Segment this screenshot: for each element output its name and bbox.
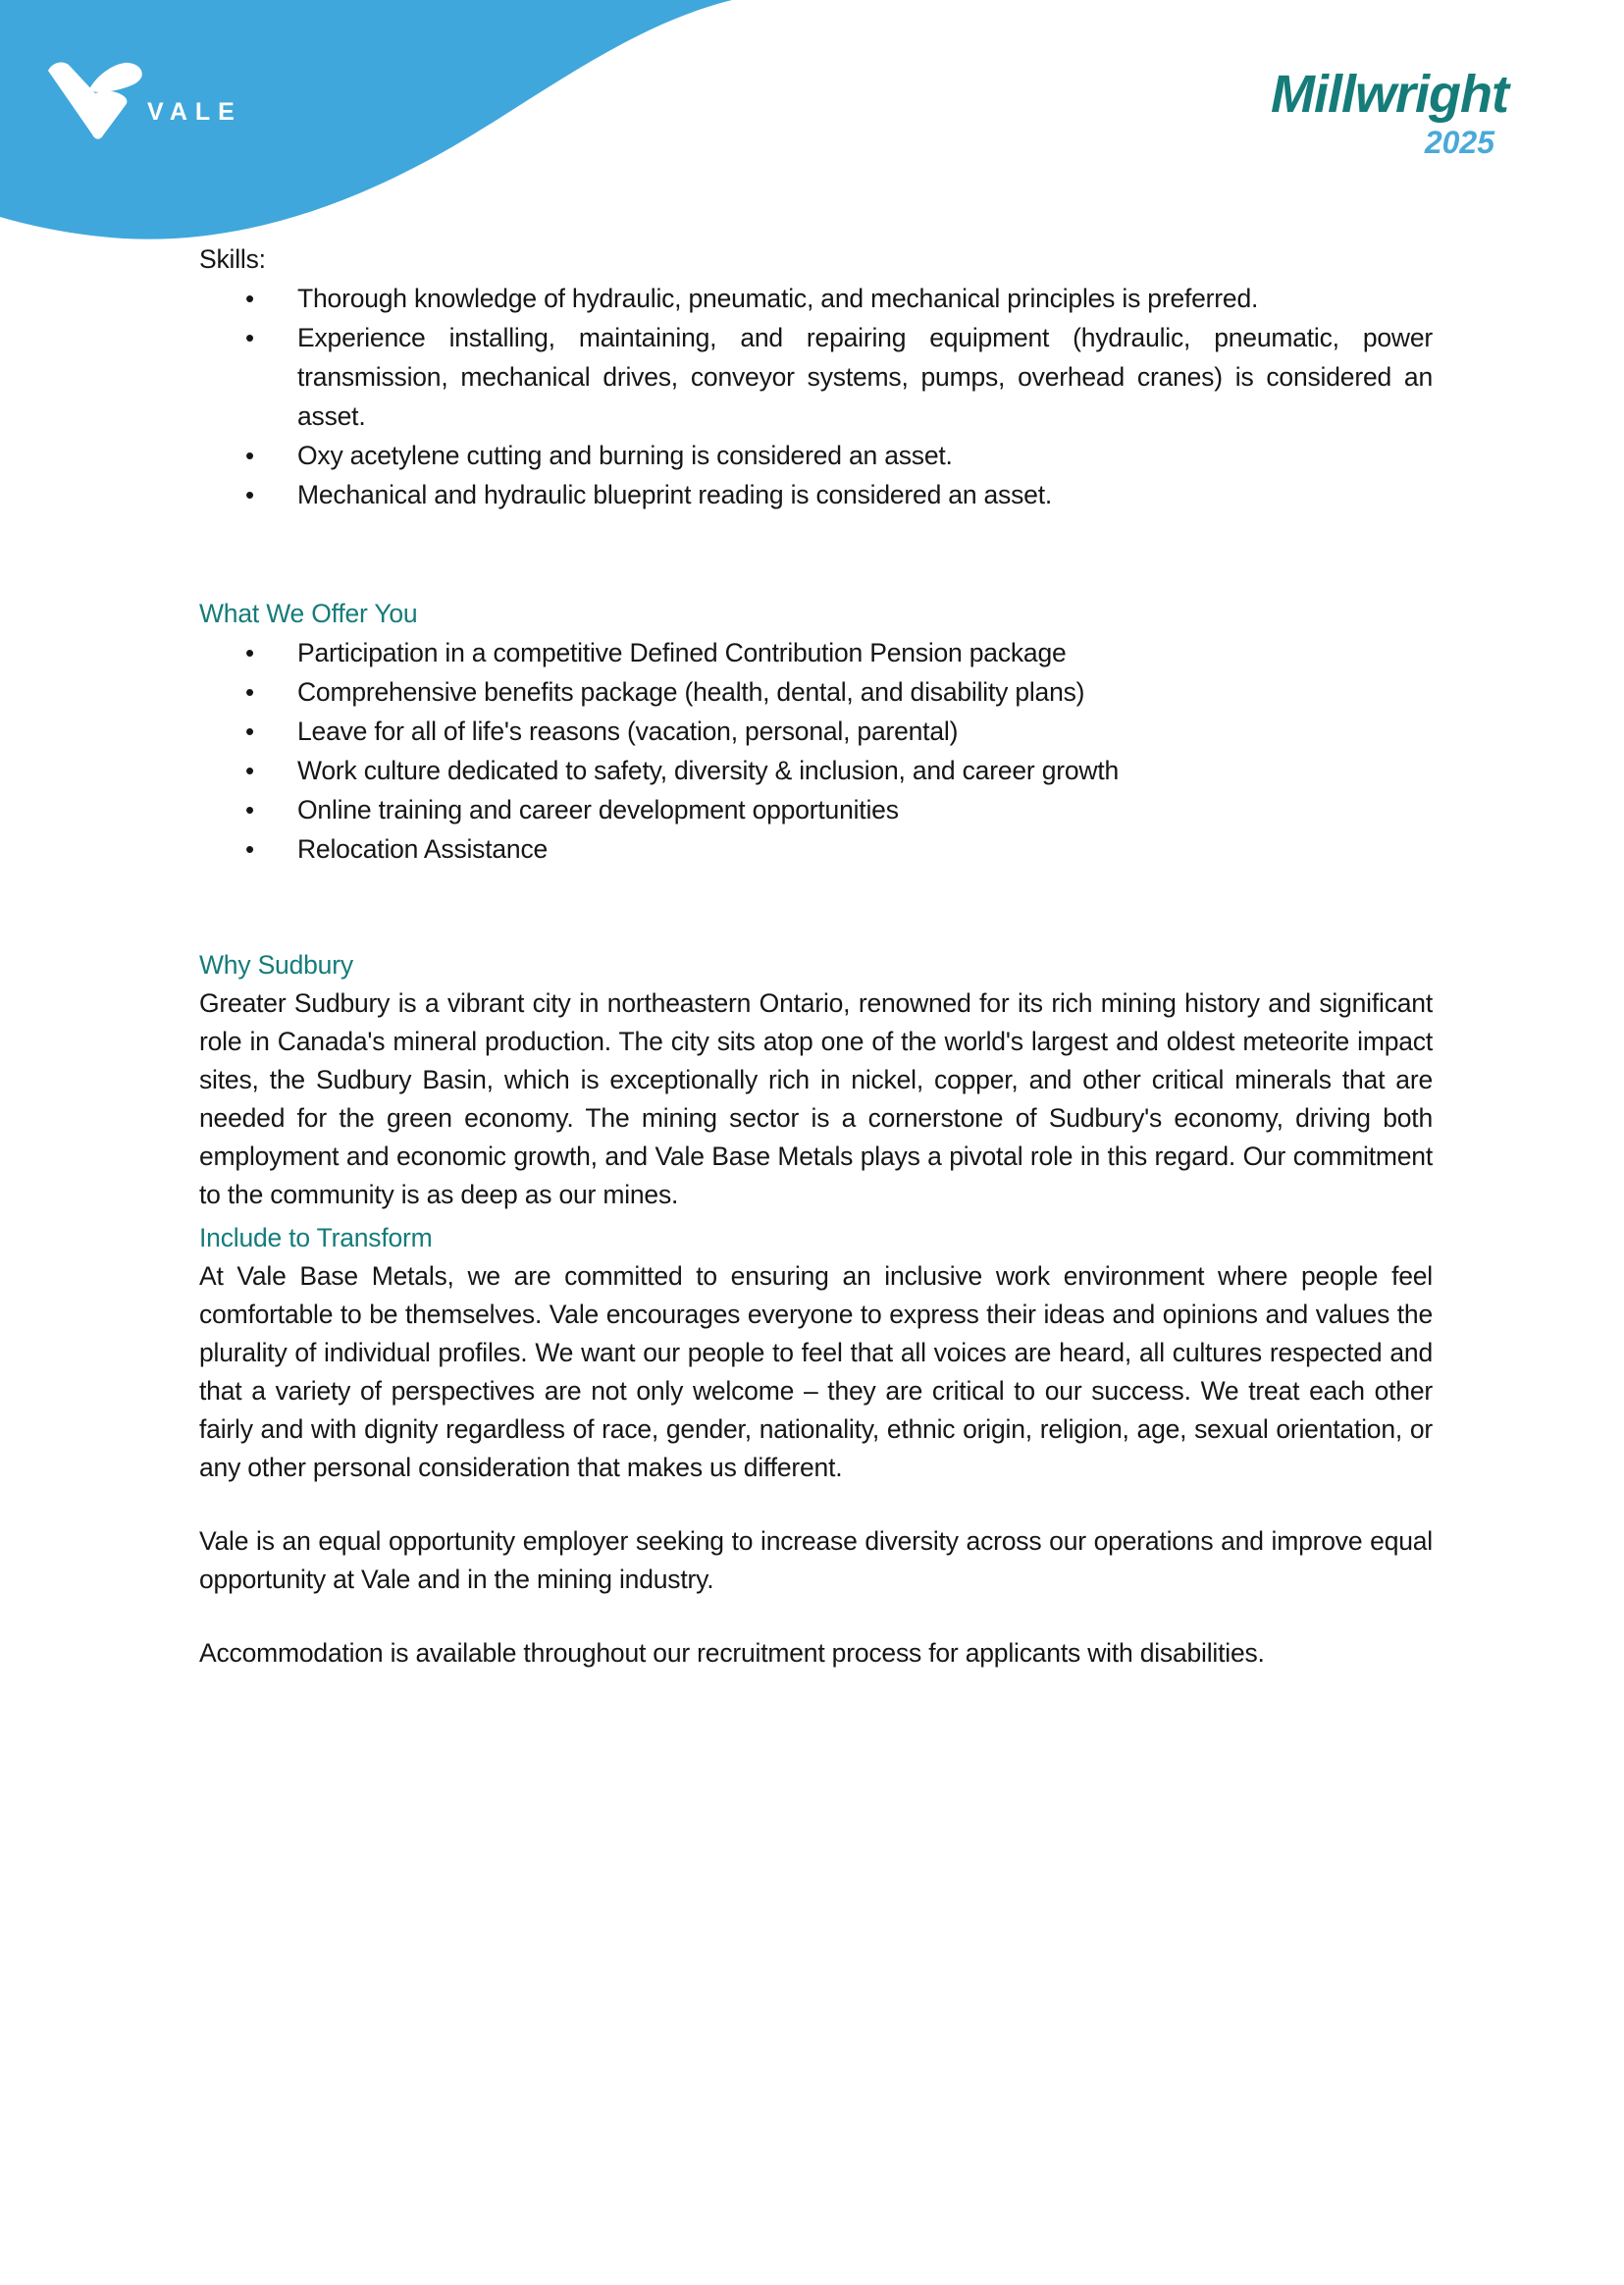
- offer-list: [199, 633, 1433, 869]
- offer-bullet-item: • Leave for all of life's reasons (vacation, personal, parental): [199, 712, 1433, 751]
- include-paragraph: At Vale Base Metals, we are committed to ensuring an inclusive work environment where people feel comfortable to be themselves. Vale encourages everyone to express their ideas and opinions and values the plurality of individual profiles. We want our people to feel that all voices are heard, all cultures respected and that a variety of perspectives are not only welcome – they are critical to our success. We treat each other fairly and with dignity regardless of race, gender, nationality, ethnic origin, religion, age, sexual orientation, or any other personal consideration that makes us different.: [199, 1261, 1433, 1482]
- section-what-we-offer: [199, 594, 1433, 869]
- offer-bullet-item: • Work culture dedicated to safety, diversity & inclusion, and career growth: [199, 751, 1433, 790]
- offer-bullet-item: • Relocation Assistance: [199, 829, 1433, 869]
- document-title-block: [1271, 67, 1508, 159]
- skills-list: [199, 279, 1433, 514]
- vale-logo-wordmark: VALE: [147, 98, 242, 126]
- section-why-sudbury: [199, 945, 1433, 1214]
- skills-bullet-item: • Oxy acetylene cutting and burning is considered an asset.: [199, 436, 1433, 475]
- offer-bullet-item: • Participation in a competitive Defined Contribution Pension package: [199, 633, 1433, 672]
- page-title-year: 2025: [1424, 125, 1494, 160]
- offer-bullet-item: • Comprehensive benefits package (health, dental, and disability plans): [199, 672, 1433, 712]
- skills-bullet-item: • Thorough knowledge of hydraulic, pneumatic, and mechanical principles is preferred.: [199, 279, 1433, 318]
- sudbury-paragraph: Greater Sudbury is a vibrant city in northeastern Ontario, renowned for its rich mining history and significant role in Canada's mineral production. The city sits atop one of the world's largest and oldest meteorite impact sites, the Sudbury Basin, which is exceptionally rich in nickel, copper, and other critical minerals that are needed for the green economy. The mining sector is a cornerstone of Sudbury's economy, driving both employment and economic growth, and Vale Base Metals plays a pivotal role in this regard. Our commitment to the community is as deep as our mines.: [199, 988, 1433, 1209]
- page-title: Millwright: [1271, 65, 1508, 124]
- offer-bullet-item: • Online training and career development opportunities: [199, 790, 1433, 829]
- include-heading: Include to Transform: [199, 1223, 433, 1252]
- page-header: [0, 0, 1624, 245]
- offer-heading: What We Offer You: [199, 599, 418, 628]
- skills-bullet-item: • Mechanical and hydraulic blueprint reading is considered an asset.: [199, 475, 1433, 514]
- skills-label: Skills:: [199, 244, 266, 274]
- include-paragraph: Accommodation is available throughout our recruitment process for applicants with disabilities.: [199, 1638, 1265, 1668]
- vale-logo: [47, 61, 302, 139]
- section-include-to-transform: [199, 1218, 1433, 1673]
- include-paragraphs: [199, 1257, 1433, 1673]
- skills-bullet-item: • Experience installing, maintaining, and repairing equipment (hydraulic, pneumatic, power transmission, mechanical drives, conveyor systems, pumps, overhead cranes) is considered an asset.: [199, 318, 1433, 436]
- section-skills: [199, 239, 1433, 514]
- vale-v-icon: [47, 61, 145, 139]
- include-paragraph: Vale is an equal opportunity employer seeking to increase diversity across our operations and improve equal opportunity at Vale and in the mining industry.: [199, 1526, 1433, 1594]
- sudbury-heading: Why Sudbury: [199, 950, 353, 980]
- document-body: [199, 239, 1433, 1673]
